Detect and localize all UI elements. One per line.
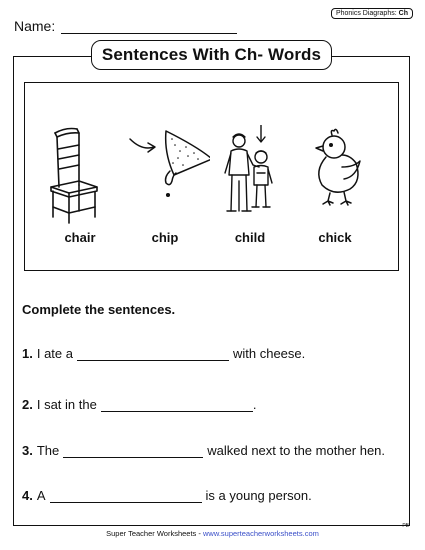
- sentence-2: [22, 397, 256, 412]
- picture-chair: [35, 125, 125, 245]
- label-child: child: [234, 230, 266, 245]
- name-field[interactable]: [61, 19, 237, 34]
- footer-link[interactable]: www.superteacherworksheets.com: [202, 529, 319, 538]
- label-chair: chair: [64, 230, 96, 245]
- footer-text: Super Teacher Worksheets -: [106, 529, 203, 538]
- answer-blank-3[interactable]: [63, 445, 203, 458]
- sentence-number: 4.: [22, 488, 33, 503]
- sentence-text-before: I ate a: [36, 346, 73, 361]
- footer: [0, 529, 425, 538]
- sentence-1: [22, 346, 305, 361]
- answer-blank-4[interactable]: [50, 490, 202, 503]
- topic-tag: [331, 8, 413, 19]
- sentence-number: 2.: [22, 397, 33, 412]
- sentence-text-before: I sat in the: [36, 397, 97, 412]
- picture-bank: [24, 82, 399, 271]
- page-code: PB: [402, 523, 409, 529]
- name-label: Name:: [14, 18, 56, 34]
- label-chick: chick: [318, 230, 352, 245]
- sentence-text-before: A: [36, 488, 46, 503]
- chick-icon: [290, 125, 380, 225]
- instructions: Complete the sentences.: [22, 302, 176, 317]
- answer-blank-2[interactable]: [101, 399, 253, 412]
- tag-label: Phonics Diagraphs:: [335, 10, 397, 17]
- worksheet-title: Sentences With Ch- Words: [91, 40, 332, 70]
- sentence-4: [22, 488, 312, 503]
- chair-icon: [35, 125, 125, 225]
- sentence-number: 3.: [22, 443, 33, 458]
- picture-chip: [120, 125, 210, 245]
- sentence-text-after: is a young person.: [205, 488, 312, 503]
- name-row: [14, 18, 237, 34]
- label-chip: chip: [151, 230, 179, 245]
- sentence-text-after: with cheese.: [232, 346, 306, 361]
- sentence-text-before: The: [36, 443, 60, 458]
- sentence-number: 1.: [22, 346, 33, 361]
- sentence-text-after: .: [252, 397, 257, 412]
- tag-value: Ch: [398, 10, 408, 17]
- child-icon: [205, 125, 295, 225]
- answer-blank-1[interactable]: [77, 348, 229, 361]
- chip-icon: [120, 125, 210, 225]
- picture-child: [205, 125, 295, 245]
- picture-chick: [290, 125, 380, 245]
- sentence-3: [22, 443, 385, 458]
- sentence-text-after: walked next to the mother hen.: [207, 443, 386, 458]
